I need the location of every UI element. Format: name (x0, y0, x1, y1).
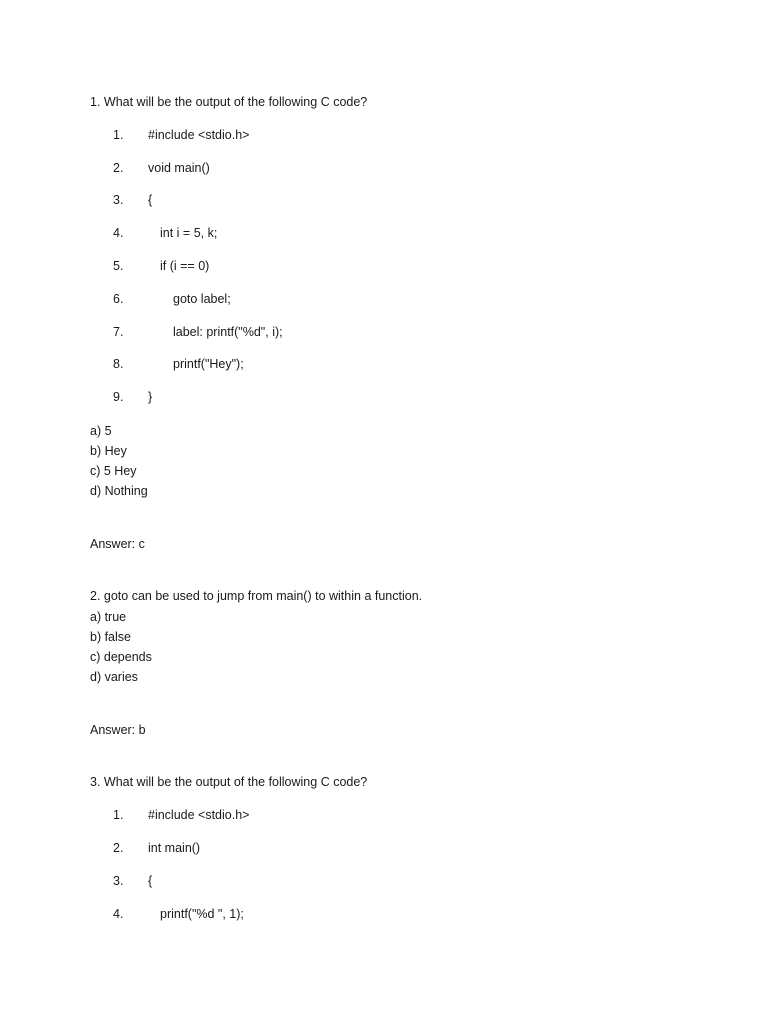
option-c: c) 5 Hey (90, 464, 137, 478)
code-line: } (148, 390, 153, 404)
code-line: int main() (148, 841, 201, 855)
code-line: goto label; (173, 292, 231, 306)
code-line-number: 7. (113, 325, 124, 339)
code-line: if (i == 0) (160, 259, 210, 273)
code-line-number: 8. (113, 357, 124, 371)
question-3-text: 3. What will be the output of the following C code? (90, 775, 368, 789)
code-line-number: 4. (113, 226, 124, 240)
code-line-number: 6. (113, 292, 124, 306)
option-b: b) false (90, 630, 131, 644)
code-line-number: 3. (113, 193, 124, 207)
code-line: void main() (148, 161, 210, 175)
code-line-number: 2. (113, 841, 124, 855)
code-line-number: 9. (113, 390, 124, 404)
code-line-number: 1. (113, 808, 124, 822)
code-line: int i = 5, k; (160, 226, 218, 240)
code-line: #include <stdio.h> (148, 128, 250, 142)
code-line: label: printf("%d", i); (173, 325, 283, 339)
answer-2: Answer: b (90, 723, 146, 737)
option-c: c) depends (90, 650, 152, 664)
option-d: d) varies (90, 670, 138, 684)
answer-1: Answer: c (90, 537, 145, 551)
code-line: printf("%d ", 1); (160, 907, 244, 921)
code-line: { (148, 874, 153, 888)
option-d: d) Nothing (90, 484, 148, 498)
code-line-number: 2. (113, 161, 124, 175)
option-b: b) Hey (90, 444, 127, 458)
code-line-number: 1. (113, 128, 124, 142)
code-line: printf("Hey"); (173, 357, 244, 371)
code-line: { (148, 193, 153, 207)
code-line: #include <stdio.h> (148, 808, 250, 822)
option-a: a) true (90, 610, 127, 624)
option-a: a) 5 (90, 424, 112, 438)
question-1-text: 1. What will be the output of the following C code? (90, 95, 368, 109)
code-line-number: 5. (113, 259, 124, 273)
code-line-number: 3. (113, 874, 124, 888)
question-2-text: 2. goto can be used to jump from main() to within a function. (90, 589, 423, 603)
code-line-number: 4. (113, 907, 124, 921)
